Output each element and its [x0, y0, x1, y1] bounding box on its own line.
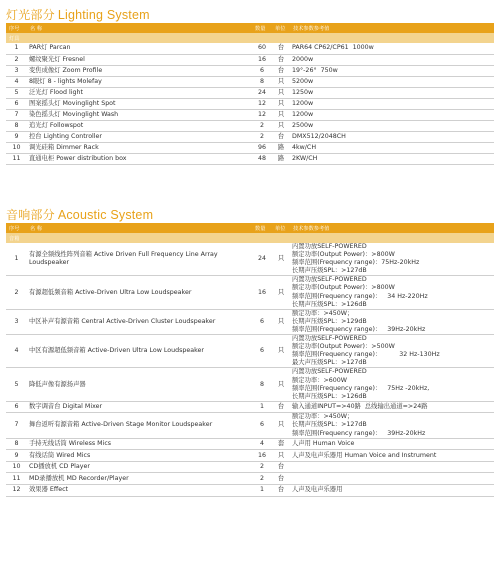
item-name: MD录播放机 MD Recorder/Player: [27, 473, 252, 485]
item-quantity: 2: [252, 461, 272, 473]
lighting-title-en: Lighting System: [57, 8, 150, 22]
item-spec: 输入通道INPUT=>40路 总线输出通道=>24路: [290, 401, 494, 413]
item-quantity: 1: [252, 401, 272, 413]
category-label: 音箱: [6, 233, 494, 243]
header-qty: 数量: [252, 223, 272, 233]
item-name: 中区有源超低频音箱 Active-Driven Ultra Low Loudspeaker: [27, 335, 252, 368]
table-row: [6, 142, 494, 153]
row-number: 10: [6, 142, 27, 153]
table-row: [6, 473, 494, 485]
item-name: CD播放机 CD Player: [27, 461, 252, 473]
item-spec: 19°-26° 750w: [290, 65, 494, 76]
row-number: 12: [6, 485, 27, 497]
row-number: 9: [6, 450, 27, 462]
item-unit: 只: [272, 413, 290, 438]
item-unit: 台: [272, 54, 290, 65]
item-unit: 套: [272, 438, 290, 450]
item-name: 变焦成像灯 Zoom Profile: [27, 65, 252, 76]
table-row: [6, 335, 494, 368]
item-spec: PAR64 CP62/CP61 1000w: [290, 43, 494, 54]
item-quantity: 16: [252, 54, 272, 65]
table-row: [6, 76, 494, 87]
table-header-row: [6, 23, 494, 33]
acoustic-title-en: Acoustic System: [57, 208, 154, 222]
header-unit: 单位: [272, 23, 290, 33]
row-number: 7: [6, 109, 27, 120]
item-unit: 只: [272, 335, 290, 368]
item-quantity: 12: [252, 109, 272, 120]
table-row: [6, 65, 494, 76]
item-name: 降低声像有源扬声器: [27, 368, 252, 401]
table-row: [6, 87, 494, 98]
row-number: 2: [6, 54, 27, 65]
item-spec: 额定功率：>450W； 长期声压级SPL：>127dB 频率范围(Frequency range)： 39Hz-20kHz: [290, 413, 494, 438]
acoustic-section-title: [6, 206, 153, 223]
item-quantity: 6: [252, 335, 272, 368]
item-spec: [290, 473, 494, 485]
item-name: 有源超低频音箱 Active-Driven Ultra Low Loudspeaker: [27, 276, 252, 309]
item-spec: 1200w: [290, 98, 494, 109]
item-unit: 只: [272, 309, 290, 334]
item-name: 8眼灯 8 - lights Molefay: [27, 76, 252, 87]
table-row: [6, 309, 494, 334]
item-spec: 额定功率：>450W； 长期声压级SPL：>129dB 频率范围(Frequency range)： 39Hz-20kHz: [290, 309, 494, 334]
item-unit: 只: [272, 109, 290, 120]
item-spec: 内置功放SELF-POWERED 额定功率(Output Power)：>800W 频率范围(Frequency range)：75Hz-20kHz 长期声压级SPL：>127dB: [290, 243, 494, 276]
table-row: [6, 450, 494, 462]
row-number: 11: [6, 473, 27, 485]
item-spec: 人声及电声乐器用 Human Voice and Instrument: [290, 450, 494, 462]
item-unit: 路: [272, 153, 290, 164]
item-name: 染色摇头灯 Movinglight Wash: [27, 109, 252, 120]
lighting-table-body: [6, 43, 494, 164]
acoustic-table: [6, 223, 494, 497]
item-unit: 台: [272, 43, 290, 54]
item-unit: 台: [272, 65, 290, 76]
row-number: 5: [6, 87, 27, 98]
item-unit: 台: [272, 131, 290, 142]
table-row: [6, 131, 494, 142]
header-no: 序号: [6, 23, 27, 33]
table-row: [6, 98, 494, 109]
item-quantity: 8: [252, 368, 272, 401]
table-row: [6, 413, 494, 438]
row-number: 7: [6, 413, 27, 438]
table-row: [6, 485, 494, 497]
row-number: 11: [6, 153, 27, 164]
item-quantity: 2: [252, 131, 272, 142]
item-unit: 只: [272, 120, 290, 131]
row-number: 1: [6, 243, 27, 276]
category-row: [6, 233, 494, 243]
row-number: 8: [6, 438, 27, 450]
item-unit: 只: [272, 368, 290, 401]
table-row: [6, 401, 494, 413]
table-row: [6, 153, 494, 164]
item-quantity: 16: [252, 450, 272, 462]
item-spec: 5200w: [290, 76, 494, 87]
item-name: 螺纹聚光灯 Fresnel: [27, 54, 252, 65]
item-name: 数字调音台 Digital Mixer: [27, 401, 252, 413]
table-row: [6, 276, 494, 309]
item-spec: 内置功放SELF-POWERED 额定功率：>600W 频率范围(Frequency range)： 75Hz -20kHz, 长期声压级SPL：>126dB: [290, 368, 494, 401]
item-name: PAR灯 Parcan: [27, 43, 252, 54]
item-quantity: 6: [252, 65, 272, 76]
item-spec: 2KW/CH: [290, 153, 494, 164]
item-spec: 1250w: [290, 87, 494, 98]
item-quantity: 1: [252, 485, 272, 497]
row-number: 6: [6, 401, 27, 413]
lighting-table: [6, 23, 494, 165]
item-quantity: 24: [252, 87, 272, 98]
header-unit: 单位: [272, 223, 290, 233]
lighting-section-title: [6, 6, 150, 23]
item-name: 有源全频线性阵列音箱 Active Driven Full Frequency Line Array Loudspeaker: [27, 243, 252, 276]
table-row: [6, 461, 494, 473]
table-row: [6, 54, 494, 65]
item-unit: 只: [272, 450, 290, 462]
item-spec: 2500w: [290, 120, 494, 131]
header-no: 序号: [6, 223, 27, 233]
item-name: 直通电柜 Power distribution box: [27, 153, 252, 164]
acoustic-table-body: [6, 243, 494, 496]
item-quantity: 60: [252, 43, 272, 54]
row-number: 4: [6, 335, 27, 368]
item-quantity: 4: [252, 438, 272, 450]
row-number: 8: [6, 120, 27, 131]
item-spec: [290, 461, 494, 473]
row-number: 5: [6, 368, 27, 401]
table-row: [6, 243, 494, 276]
item-quantity: 16: [252, 276, 272, 309]
table-row: [6, 120, 494, 131]
row-number: 3: [6, 65, 27, 76]
item-unit: 台: [272, 461, 290, 473]
acoustic-title-cn: 音响部分: [6, 208, 55, 222]
item-name: 手持无线话筒 Wireless Mics: [27, 438, 252, 450]
item-unit: 只: [272, 98, 290, 109]
item-unit: 只: [272, 276, 290, 309]
item-name: 中区补声有源音箱 Central Active-Driven Cluster Loudspeaker: [27, 309, 252, 334]
row-number: 2: [6, 276, 27, 309]
item-quantity: 2: [252, 473, 272, 485]
item-name: 泛光灯 Flood light: [27, 87, 252, 98]
item-name: 控台 Lighting Controller: [27, 131, 252, 142]
category-row: [6, 33, 494, 43]
item-name: 调光硅箱 Dimmer Rack: [27, 142, 252, 153]
header-spec: 技术参数参考值: [290, 223, 494, 233]
item-quantity: 2: [252, 120, 272, 131]
item-spec: 2000w: [290, 54, 494, 65]
item-unit: 台: [272, 401, 290, 413]
item-unit: 只: [272, 243, 290, 276]
item-quantity: 6: [252, 413, 272, 438]
header-name: 名 称: [27, 23, 252, 33]
item-name: 有线话筒 Wired Mics: [27, 450, 252, 462]
row-number: 10: [6, 461, 27, 473]
item-quantity: 24: [252, 243, 272, 276]
row-number: 4: [6, 76, 27, 87]
item-name: 追光灯 Followspot: [27, 120, 252, 131]
item-unit: 只: [272, 87, 290, 98]
item-name: 舞台返听有源音箱 Active-Driven Stage Monitor Loudspeaker: [27, 413, 252, 438]
item-quantity: 6: [252, 309, 272, 334]
item-spec: 内置功放SELF-POWERED 额定功率(Output Power)：>500W 频率范围(Frequency range)： 32 Hz-130Hz 最大声压级SPL：>127dB: [290, 335, 494, 368]
item-spec: 人声用 Human Voice: [290, 438, 494, 450]
item-unit: 路: [272, 142, 290, 153]
row-number: 6: [6, 98, 27, 109]
category-label: 灯具: [6, 33, 494, 43]
row-number: 1: [6, 43, 27, 54]
table-row: [6, 43, 494, 54]
row-number: 3: [6, 309, 27, 334]
header-name: 名 称: [27, 223, 252, 233]
item-unit: 台: [272, 485, 290, 497]
lighting-title-cn: 灯光部分: [6, 8, 55, 22]
table-row: [6, 438, 494, 450]
table-header-row: [6, 223, 494, 233]
item-spec: 内置功放SELF-POWERED 额定功率(Output Power)：>800W 频率范围(Frequency range)： 34 Hz-220Hz 长期声压级SPL：>126dB: [290, 276, 494, 309]
table-row: [6, 109, 494, 120]
item-quantity: 12: [252, 98, 272, 109]
item-name: 图案摇头灯 Movinglight Spot: [27, 98, 252, 109]
item-spec: 1200w: [290, 109, 494, 120]
item-quantity: 48: [252, 153, 272, 164]
item-quantity: 8: [252, 76, 272, 87]
row-number: 9: [6, 131, 27, 142]
item-spec: 4kw/CH: [290, 142, 494, 153]
item-spec: 人声及电声乐器用: [290, 485, 494, 497]
header-qty: 数量: [252, 23, 272, 33]
item-quantity: 96: [252, 142, 272, 153]
header-spec: 技术参数参考值: [290, 23, 494, 33]
item-name: 效果器 Effect: [27, 485, 252, 497]
item-spec: DMX512/2048CH: [290, 131, 494, 142]
item-unit: 只: [272, 76, 290, 87]
item-unit: 台: [272, 473, 290, 485]
table-row: [6, 368, 494, 401]
